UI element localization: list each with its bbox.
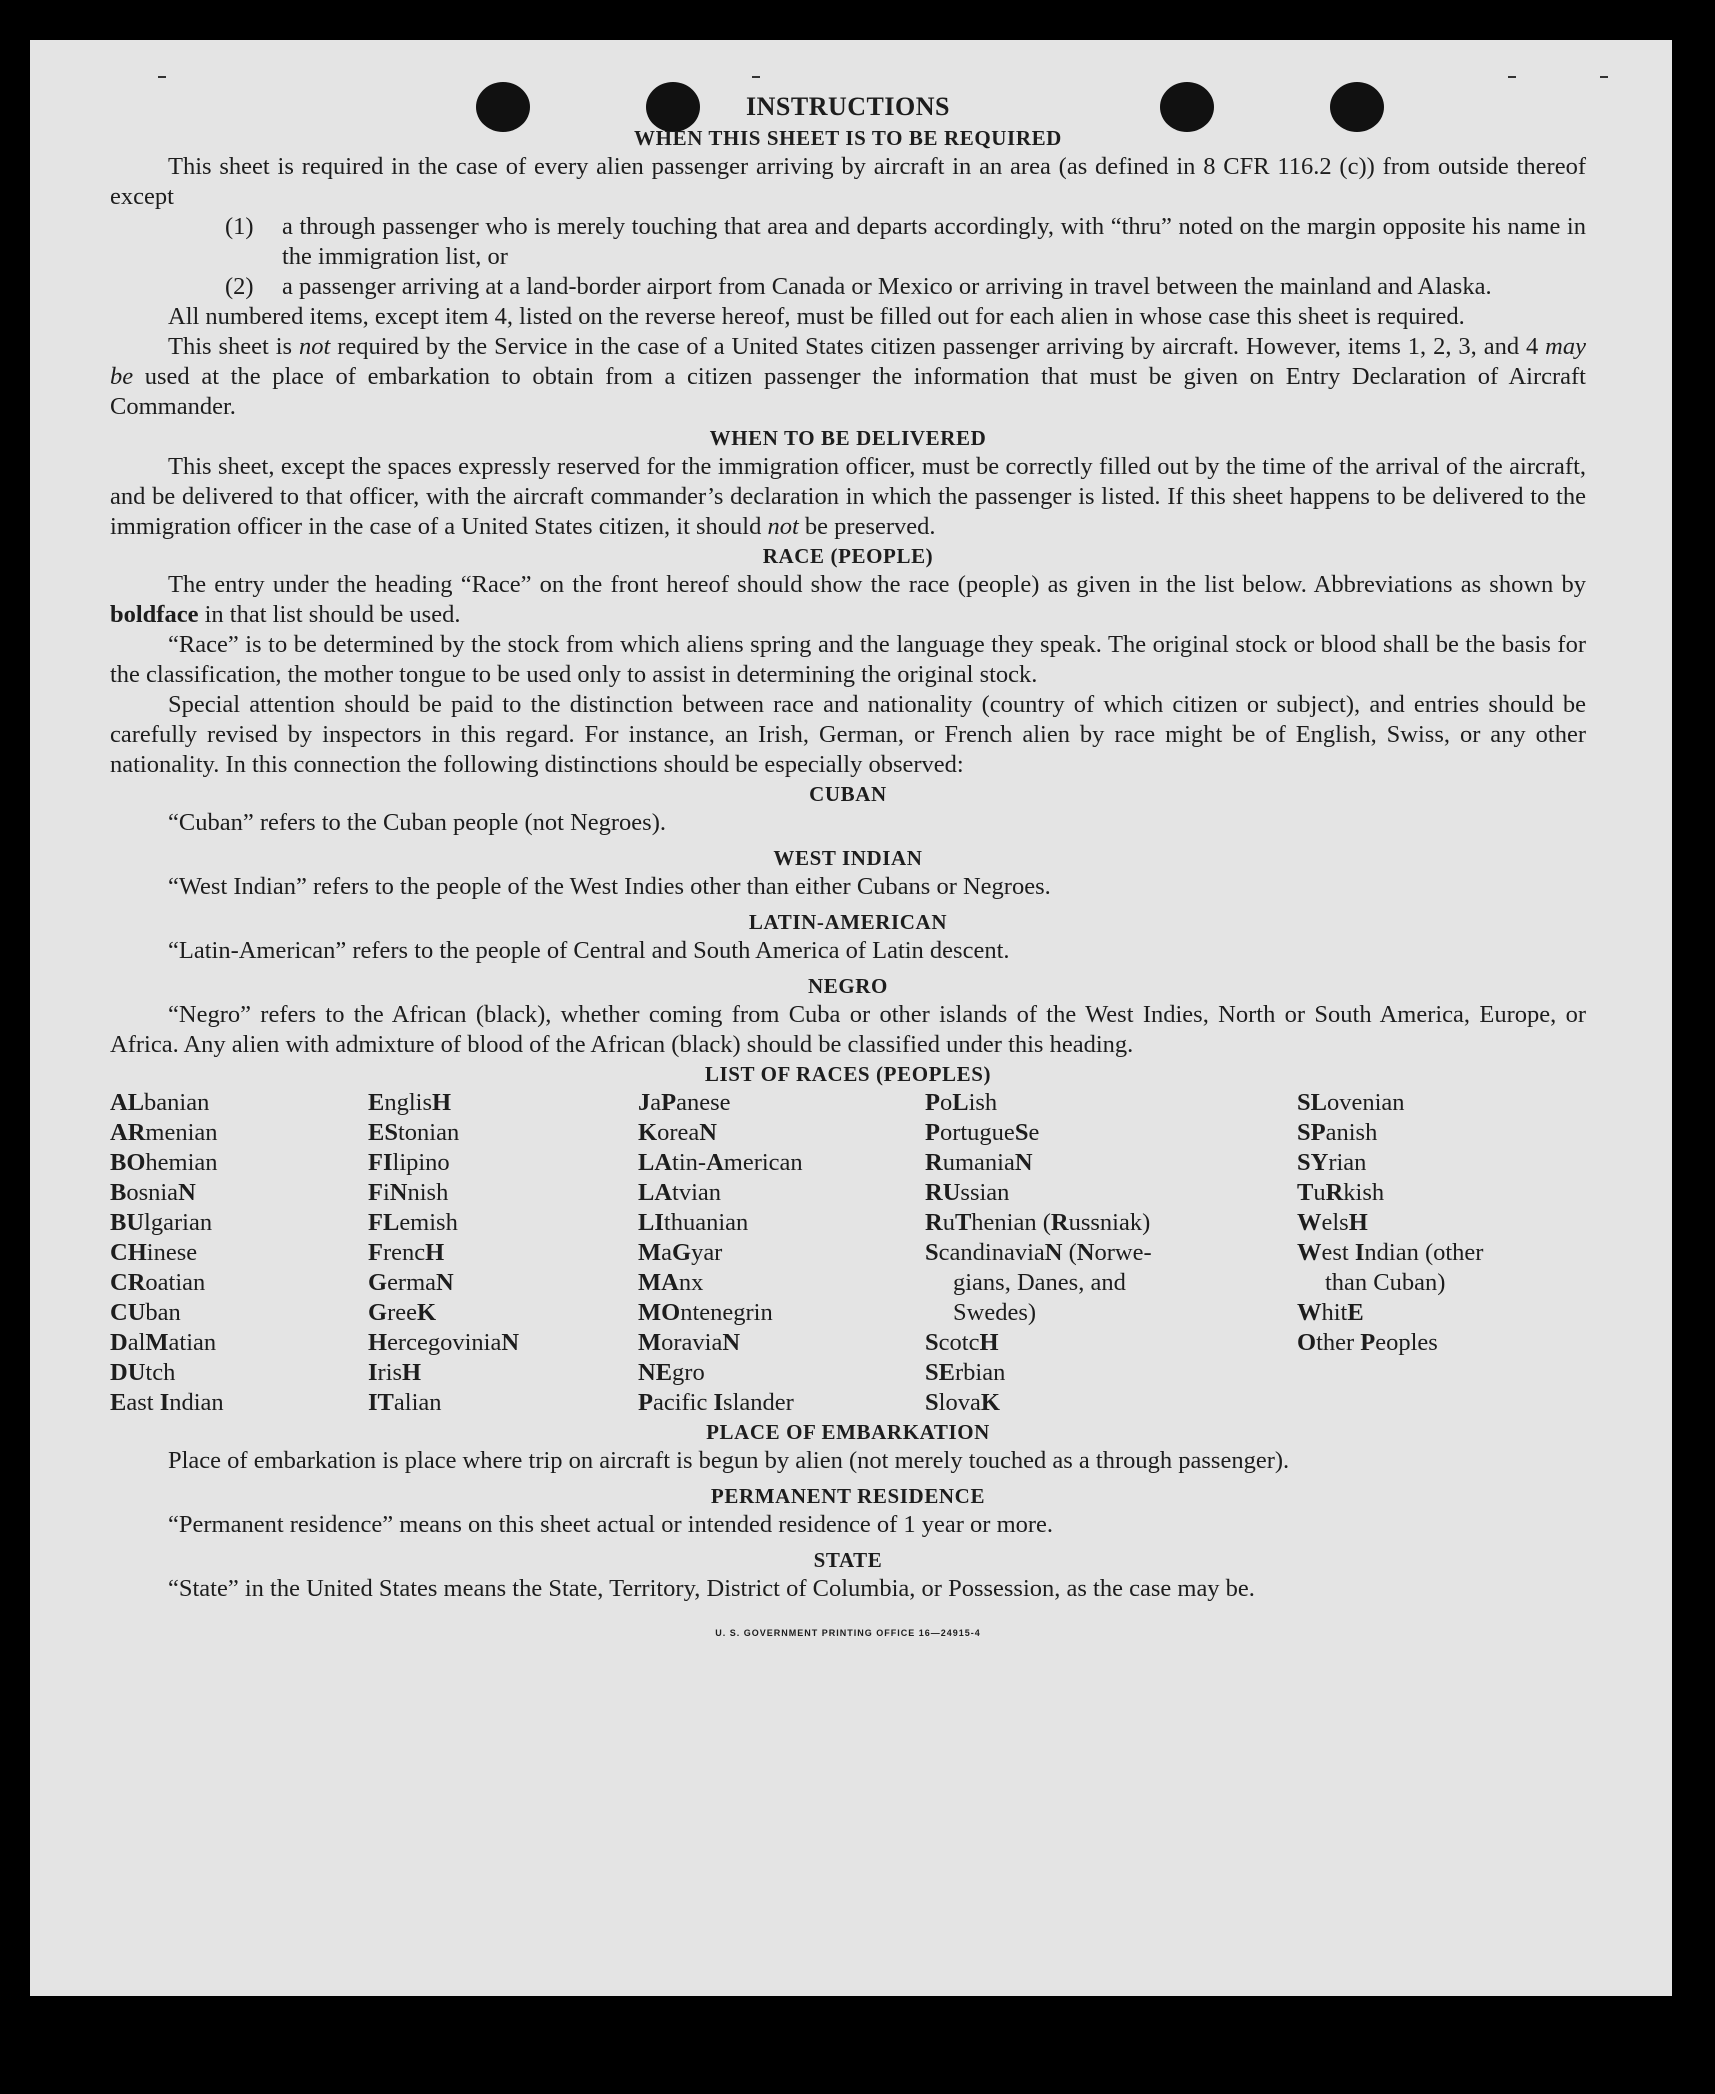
race-entry: IrisH <box>368 1359 422 1386</box>
race-entry: EnglisH <box>368 1089 452 1116</box>
race-entry: SLovenian <box>1297 1089 1405 1116</box>
race-entry: East Indian <box>110 1389 224 1416</box>
heading-permanent-residence: PERMANENT RESIDENCE <box>710 1484 986 1508</box>
race-entry: SlovaK <box>925 1389 1000 1416</box>
paragraph: “West Indian” refers to the people of the West Indies other than either Cubans or Negroes. <box>168 873 1051 900</box>
heading-when-required: WHEN THIS SHEET IS TO BE REQUIRED <box>634 126 1062 150</box>
race-entry: BosniaN <box>110 1179 196 1206</box>
paragraph: “Negro” refers to the African (black), whether coming from Cuba or other islands of the West Indies, North or South America, Europe, or Africa. Any alien with admixture of blood of the African (black) should be classified under this heading. <box>110 1001 1586 1058</box>
race-entry: LIthuanian <box>638 1209 749 1236</box>
paragraph: “Cuban” refers to the Cuban people (not Negroes). <box>168 809 666 836</box>
page-title: INSTRUCTIONS <box>746 92 950 121</box>
race-column-4 <box>925 1088 1186 1418</box>
item-text: a passenger arriving at a land-border airport from Canada or Mexico or arriving in travel between the mainland and Alaska. <box>282 273 1492 300</box>
paragraph: “Race” is to be determined by the stock from which aliens spring and the language they speak. The original stock or blood shall be the basis for the classification, the mother tongue to be used only to assist in determining the original stock. <box>110 631 1586 688</box>
race-entry: CHinese <box>110 1239 198 1266</box>
race-entry: ScotcH <box>925 1329 999 1356</box>
item-number: (2) <box>225 273 254 300</box>
race-entry: LAtvian <box>638 1179 722 1206</box>
race-entry-continued: gians, Danes, and <box>953 1269 1126 1296</box>
race-column-3 <box>638 1088 803 1418</box>
race-entry: LAtin-American <box>638 1149 803 1176</box>
paragraph: The entry under the heading “Race” on the front hereof should show the race (people) as given in the list below. Abbreviations as shown by boldface in that list should be used. <box>110 571 1586 628</box>
printer-imprint: U. S. GOVERNMENT PRINTING OFFICE 16—24915-4 <box>715 1628 981 1638</box>
race-entry: DalMatian <box>110 1329 217 1356</box>
race-entry: MaGyar <box>638 1239 723 1266</box>
race-entry: ARmenian <box>110 1119 218 1146</box>
race-entry: MoraviaN <box>638 1329 741 1356</box>
race-entry: ITalian <box>368 1389 442 1416</box>
race-entry: PoLish <box>925 1089 998 1116</box>
item-number: (1) <box>225 213 254 240</box>
paragraph: Place of embarkation is place where trip on aircraft is begun by alien (not merely touched as a through passenger). <box>168 1447 1290 1474</box>
paragraph: All numbered items, except item 4, listed on the reverse hereof, must be filled out for each alien in whose case this sheet is required. <box>168 303 1465 330</box>
item-text: a through passenger who is merely touching that area and departs accordingly, with “thru” noted on the margin opposite his name in the immigration list, or <box>282 213 1586 270</box>
race-entry: CUban <box>110 1299 181 1326</box>
race-entry: NEgro <box>638 1359 705 1386</box>
race-entry-continued: Swedes) <box>953 1299 1037 1326</box>
paragraph: This sheet is not required by the Service in the case of a United States citizen passenger arriving by aircraft. However, items 1, 2, 3, and 4 may be used at the place of embarkation to obtain from a citizen passenger the information that must be given on Entry Declaration of Aircraft Commander. <box>110 333 1586 420</box>
race-entry: MOntenegrin <box>638 1299 773 1326</box>
race-column-2 <box>368 1088 519 1418</box>
race-entry: BOhemian <box>110 1149 218 1176</box>
race-entry: GermaN <box>368 1269 454 1296</box>
race-entry: FrencH <box>368 1239 445 1266</box>
heading-when-delivered: WHEN TO BE DELIVERED <box>709 426 987 450</box>
race-entry: RUssian <box>925 1179 1010 1206</box>
race-entry: Other Peoples <box>1297 1329 1438 1356</box>
paragraph: “Permanent residence” means on this sheet actual or intended residence of 1 year or more. <box>168 1511 1054 1538</box>
race-entry: SPanish <box>1297 1119 1378 1146</box>
paragraph: This sheet, except the spaces expressly reserved for the immigration officer, must be correctly filled out by the time of the arrival of the aircraft, and be delivered to that officer, with the aircraft commander’s declaration in which the passenger is listed. If this sheet happens to be delivered to the immigration officer in the case of a United States citizen, it should not be preserved. <box>110 453 1586 540</box>
paragraph: This sheet is required in the case of every alien passenger arriving by aircraft in an area (as defined in 8 CFR 116.2 (c)) from outside thereof except <box>110 153 1586 210</box>
paragraph: “State” in the United States means the State, Territory, District of Columbia, or Possession, as the case may be. <box>168 1575 1255 1602</box>
race-entry: SErbian <box>925 1359 1006 1386</box>
race-entry: DUtch <box>110 1359 176 1386</box>
heading-list-of-races: LIST OF RACES (PEOPLES) <box>704 1062 992 1086</box>
race-entry: RumaniaN <box>925 1149 1033 1176</box>
race-entry: FLemish <box>368 1209 458 1236</box>
race-entry-continued: than Cuban) <box>1325 1269 1446 1296</box>
race-entry: SYrian <box>1297 1149 1367 1176</box>
race-entry: MAnx <box>638 1269 704 1296</box>
heading-embarkation: PLACE OF EMBARKATION <box>706 1420 990 1444</box>
paragraph: “Latin-American” refers to the people of Central and South America of Latin descent. <box>168 937 1010 964</box>
race-entry: JaPanese <box>638 1089 731 1116</box>
race-entry: EStonian <box>368 1119 460 1146</box>
race-entry: FiNnish <box>368 1179 449 1206</box>
paragraph: Special attention should be paid to the distinction between race and nationality (country of which citizen or subject), and entries should be carefully revised by inspectors in this regard. For instance, an Irish, German, or French alien by race might be of English, Swiss, or any other nationality. In this connection the following distinctions should be especially observed: <box>110 691 1586 778</box>
numbered-item <box>110 212 1586 272</box>
race-entry: WelsH <box>1297 1209 1368 1236</box>
heading-negro: NEGRO <box>807 974 888 998</box>
race-entry: TuRkish <box>1297 1179 1385 1206</box>
race-list <box>110 1088 1586 1418</box>
numbered-item <box>110 272 1586 302</box>
race-entry: BUlgarian <box>110 1209 213 1236</box>
race-column-5 <box>1297 1088 1483 1358</box>
heading-west-indian: WEST INDIAN <box>773 846 923 870</box>
instructions-content <box>110 92 1586 1648</box>
heading-cuban: CUBAN <box>809 782 887 806</box>
race-entry: West Indian (other <box>1297 1239 1484 1266</box>
race-entry: ScandinaviaN (Norwe- <box>925 1239 1152 1266</box>
race-entry: Pacific Islander <box>638 1389 794 1416</box>
heading-state: STATE <box>813 1548 883 1572</box>
race-entry: ALbanian <box>110 1089 210 1116</box>
race-entry: RuThenian (Russniak) <box>925 1209 1151 1236</box>
race-entry: PortugueSe <box>925 1119 1040 1146</box>
race-entry: GreeK <box>368 1299 437 1326</box>
race-column-1 <box>110 1088 224 1418</box>
race-entry: KoreaN <box>638 1119 717 1146</box>
race-entry: WhitE <box>1297 1299 1364 1326</box>
race-entry: FIlipino <box>368 1149 450 1176</box>
race-entry: CRoatian <box>110 1269 206 1296</box>
race-entry: HercegoviniaN <box>368 1329 520 1356</box>
heading-race: RACE (PEOPLE) <box>762 544 934 568</box>
heading-latin-american: LATIN-AMERICAN <box>748 910 948 934</box>
